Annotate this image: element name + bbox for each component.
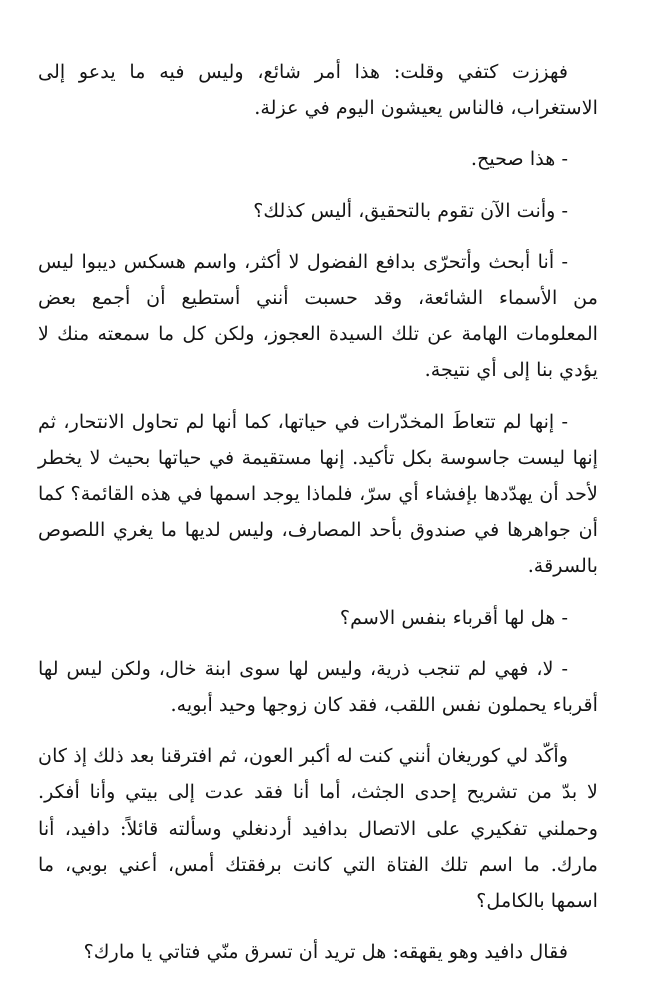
paragraph-4: - أنا أبحث وأتحرّى بدافع الفضول لا أكثر، واسم هسكس ديبوا ليس من الأسماء الشائعة، وقد حسبت أنني أستطيع أن أجمع بعض المعلومات الهامة عن تلك السيدة العجوز، ولكن كل ما سمعته منك لا يؤدي بنا إلى أي نتيجة. — [38, 249, 598, 382]
paragraph-9: فقال دافيد وهو يقهقه: هل تريد أن تسرق منّي فتاتي يا مارك؟ — [83, 940, 568, 964]
paragraph-6: - هل لها أقرباء بنفس الاسم؟ — [339, 605, 568, 629]
paragraph-3: - وأنت الآن تقوم بالتحقيق، أليس كذلك؟ — [253, 198, 568, 222]
paragraph-1: فهززت كتفي وقلت: هذا أمر شائع، وليس فيه ما يدعو إلى الاستغراب، فالناس يعيشون اليوم في عزلة. — [38, 60, 598, 120]
paragraph-5: - إنها لم تتعاطَ المخدّرات في حياتها، كما أنها لم تحاول الانتحار، ثم إنها ليست جاسوسة بكل تأكيد. إنها مستقيمة في حياتها بحيث لا يخطر لأحد أن يهدّدها بإفشاء أي سرّ، فلماذا يوجد اسمها في هذه القائمة؟ كما أن جواهرها في صندوق بأحد المصارف، وليس لديها ما يغري اللصوص بالسرقة. — [38, 409, 598, 578]
book-page — [38, 54, 598, 985]
paragraph-7: - لا، فهي لم تنجب ذرية، وليس لها سوى ابنة خال، ولكن ليس لها أقرباء يحملون نفس اللقب، فقد كان زوجها وحيد أبويه. — [38, 656, 598, 717]
paragraph-8: وأكّد لي كوريغان أنني كنت له أكبر العون، ثم افترقنا بعد ذلك إذ كان لا بدّ من تشريح إحدى الجثث، أما أنا فقد عدت إلى بيتي وأنا أفكر. وحملني تفكيري على الاتصال بدافيد أردنغلي وسألته قائلاً: دافيد، أنا مارك. ما اسم تلك الفتاة التي كانت برفقتك أمس، أعني بوبي، ما اسمها بالكامل؟ — [38, 744, 598, 913]
paragraph-2: - هذا صحيح. — [470, 147, 568, 171]
